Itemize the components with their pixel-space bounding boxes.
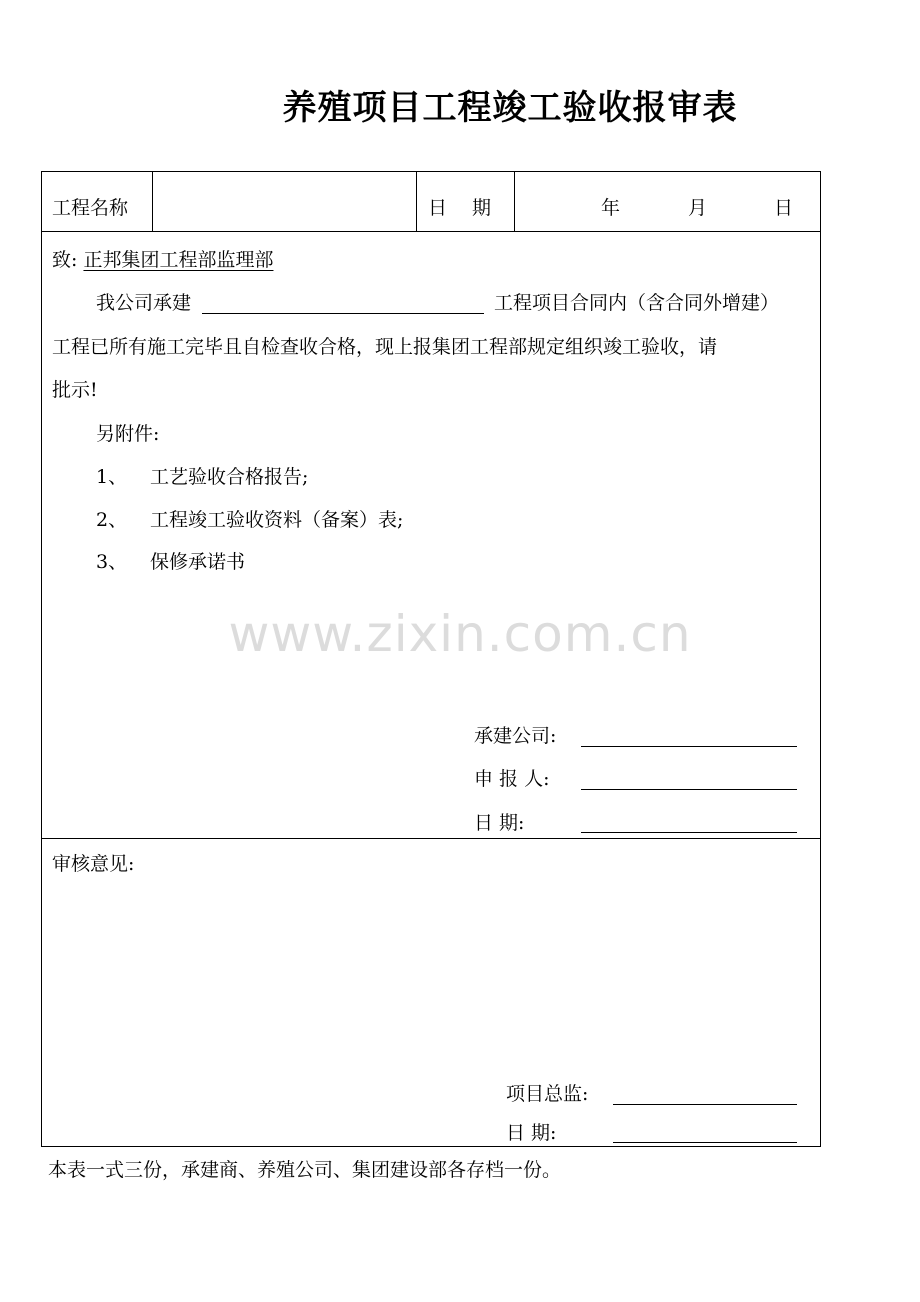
- footnote: 本表一式三份，承建商、养殖公司、集团建设部各存档一份。: [48, 1159, 562, 1181]
- attachment-num-1: 1、: [96, 466, 128, 488]
- form-title: 养殖项目工程竣工验收报审表: [282, 88, 738, 128]
- date-label-char1: 日: [428, 197, 448, 219]
- review-date-line[interactable]: [613, 1142, 797, 1143]
- header-col-divider-1: [152, 172, 153, 231]
- date-label-char2: 期: [472, 197, 492, 219]
- body-date-label: 日 期:: [474, 812, 525, 834]
- header-row-divider: [42, 231, 820, 232]
- para-line1-end: 工程项目合同内（含合同外增建）: [494, 292, 780, 314]
- month-label: 月: [688, 197, 708, 219]
- applicant-label: 申 报 人:: [474, 768, 550, 790]
- review-date-label: 日 期:: [506, 1122, 557, 1144]
- applicant-signature-line[interactable]: [581, 789, 797, 790]
- project-name-label: 工程名称: [52, 197, 129, 219]
- recipient-name: 正邦集团工程部监理部: [83, 249, 274, 271]
- attachment-text-1: 工艺验收合格报告;: [150, 466, 309, 488]
- supervisor-label: 项目总监:: [506, 1083, 589, 1105]
- watermark: www.zixin.com.cn: [228, 605, 692, 663]
- contractor-signature-line[interactable]: [581, 746, 797, 747]
- project-blank-underline[interactable]: [202, 313, 484, 314]
- attachment-text-2: 工程竣工验收资料（备案）表;: [150, 509, 404, 531]
- review-divider: [42, 838, 820, 839]
- recipient-line: [52, 248, 273, 272]
- attachments-label: 另附件:: [96, 423, 160, 445]
- year-label: 年: [601, 197, 621, 219]
- para-line3: 批示!: [52, 379, 98, 401]
- para-line2: 工程已所有施工完毕且自检查收合格，现上报集团工程部规定组织竣工验收，请: [52, 336, 718, 358]
- project-name-field[interactable]: [160, 196, 408, 220]
- header-col-divider-3: [514, 172, 515, 231]
- supervisor-signature-line[interactable]: [613, 1104, 797, 1105]
- body-date-line[interactable]: [581, 832, 797, 833]
- attachment-text-3: 保修承诺书: [150, 551, 246, 573]
- attachment-num-2: 2、: [96, 509, 128, 531]
- recipient-prefix: 致:: [52, 249, 78, 271]
- para-line1-start: 我公司承建: [96, 292, 192, 314]
- header-col-divider-2: [416, 172, 417, 231]
- contractor-label: 承建公司:: [474, 725, 557, 747]
- day-label: 日: [774, 197, 794, 219]
- attachment-num-3: 3、: [96, 551, 128, 573]
- review-label: 审核意见:: [52, 853, 135, 875]
